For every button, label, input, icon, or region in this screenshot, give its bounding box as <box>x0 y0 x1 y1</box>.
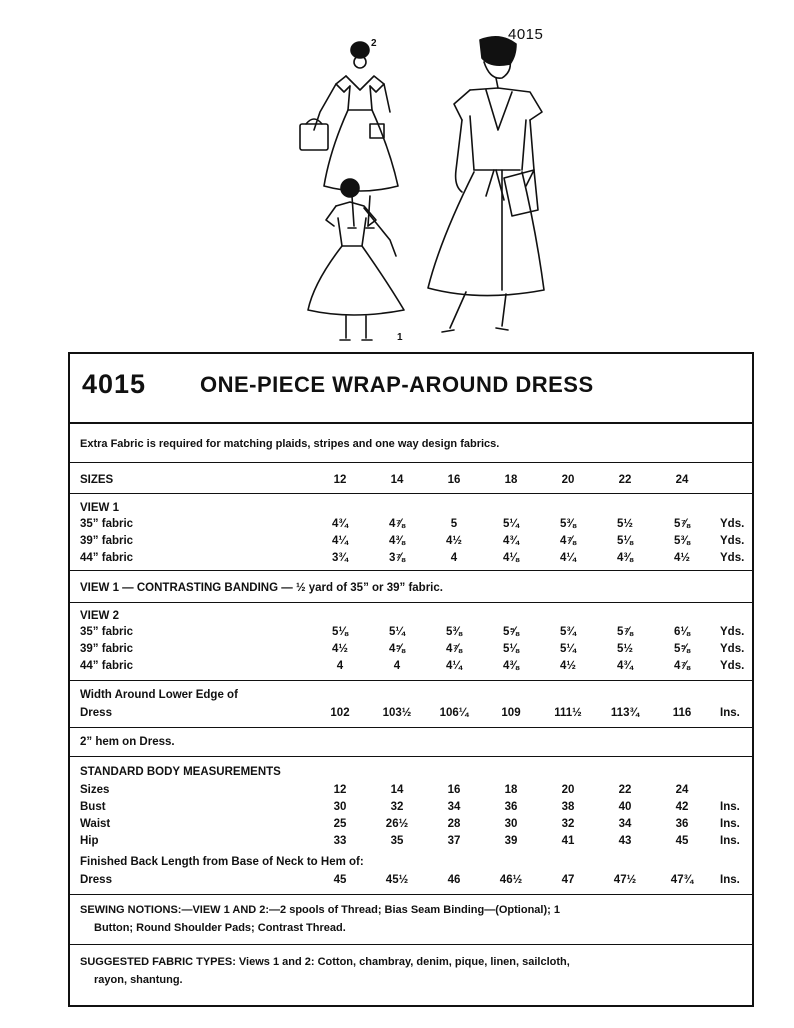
unit-label: Ins. <box>720 707 740 719</box>
table-cell: 37 <box>447 835 461 847</box>
table-cell: 4⅞ <box>674 660 690 672</box>
table-cell: 32 <box>390 801 404 813</box>
table-cell: 32 <box>561 818 575 830</box>
back-length-label: Finished Back Length from Base of Neck to Hem of: <box>80 856 364 868</box>
extra-fabric-note: Extra Fabric is required for matching plaids, stripes and one way design fabrics. <box>80 438 500 450</box>
width-around-label-line2: Dress <box>80 707 112 719</box>
table-cell: 3⅞ <box>389 552 405 564</box>
divider <box>70 602 752 603</box>
unit-label: Yds. <box>720 626 745 638</box>
table-cell: 24 <box>675 784 689 796</box>
unit-label: Ins. <box>720 835 740 847</box>
table-cell: 4¼ <box>446 660 462 672</box>
illustration-pattern-number: 4015 <box>508 26 544 43</box>
fabric-types-line2: rayon, shantung. <box>94 974 183 986</box>
table-cell: 22 <box>618 474 632 486</box>
dress-illustration <box>290 20 580 348</box>
table-cell: 5⅜ <box>674 535 690 547</box>
table-cell: 42 <box>675 801 689 813</box>
pattern-title: ONE-PIECE WRAP-AROUND DRESS <box>200 372 594 397</box>
sewing-notions-line1: SEWING NOTIONS:—VIEW 1 AND 2:—2 spools of Thread; Bias Seam Binding—(Optional); 1 <box>80 904 560 916</box>
table-cell: 109 <box>501 707 521 719</box>
row-label: 35” fabric <box>80 518 134 530</box>
table-cell: 113¾ <box>610 707 640 719</box>
table-cell: 36 <box>675 818 689 830</box>
figure-back-view-drawing <box>308 179 404 340</box>
table-cell: 12 <box>333 784 347 796</box>
fabric-types-line1: SUGGESTED FABRIC TYPES: Views 1 and 2: Cotton, chambray, denim, pique, linen, sailcloth, <box>80 956 570 968</box>
view2-heading: VIEW 2 <box>80 610 119 622</box>
table-cell: 5¾ <box>560 626 576 638</box>
table-cell: 5½ <box>617 518 633 530</box>
table-cell: 5½ <box>617 643 633 655</box>
table-cell: 18 <box>504 784 518 796</box>
table-cell: 4½ <box>332 643 348 655</box>
row-label: 44” fabric <box>80 552 134 564</box>
row-label: Waist <box>80 818 111 830</box>
table-cell: 14 <box>390 474 404 486</box>
table-cell: 5¼ <box>503 518 519 530</box>
table-cell: 5⅜ <box>446 626 462 638</box>
divider <box>70 493 752 494</box>
unit-label: Ins. <box>720 874 740 886</box>
pattern-number: 4015 <box>82 369 147 399</box>
table-cell: 4¼ <box>332 535 348 547</box>
hem-note: 2” hem on Dress. <box>80 736 175 748</box>
table-cell: 20 <box>561 474 575 486</box>
table-cell: 5⅞ <box>674 518 690 530</box>
divider <box>70 462 752 463</box>
row-label: Bust <box>80 801 106 813</box>
divider <box>70 680 752 681</box>
table-cell: 47¾ <box>670 874 694 886</box>
row-label: Hip <box>80 835 99 847</box>
table-cell: 5¼ <box>389 626 405 638</box>
table-cell: 34 <box>447 801 461 813</box>
chart-header <box>70 354 752 424</box>
unit-label: Yds. <box>720 552 745 564</box>
table-cell: 4½ <box>674 552 690 564</box>
table-cell: 4⅝ <box>389 643 405 655</box>
table-cell: 43 <box>618 835 632 847</box>
yardage-chart <box>68 352 754 1007</box>
table-cell: 45 <box>333 874 347 886</box>
table-cell: 5⅞ <box>617 626 633 638</box>
table-cell: 46½ <box>499 874 523 886</box>
table-cell: 111½ <box>554 707 582 719</box>
table-cell: 25 <box>333 818 347 830</box>
figure-2-label: 2 <box>371 38 377 49</box>
table-cell: 35 <box>390 835 404 847</box>
table-cell: 4½ <box>446 535 462 547</box>
table-cell: 38 <box>561 801 575 813</box>
table-cell: 4 <box>336 660 344 672</box>
table-cell: 36 <box>504 801 518 813</box>
table-cell: 30 <box>504 818 518 830</box>
table-cell: 4¼ <box>560 552 576 564</box>
table-cell: 5⅛ <box>503 643 519 655</box>
table-cell: 46 <box>447 874 461 886</box>
unit-label: Yds. <box>720 660 745 672</box>
table-cell: 4⅜ <box>503 660 519 672</box>
divider <box>70 894 752 895</box>
row-label: Dress <box>80 874 112 886</box>
table-cell: 39 <box>504 835 518 847</box>
row-label: 35” fabric <box>80 626 134 638</box>
table-cell: 4¾ <box>332 518 348 530</box>
table-cell: 5⅝ <box>674 643 690 655</box>
table-cell: 5 <box>450 518 458 530</box>
table-cell: 4⅜ <box>617 552 633 564</box>
table-cell: 34 <box>618 818 632 830</box>
table-cell: 14 <box>390 784 404 796</box>
table-cell: 4 <box>450 552 458 564</box>
table-cell: 30 <box>333 801 347 813</box>
table-cell: 6⅛ <box>674 626 690 638</box>
table-cell: 106¼ <box>439 707 469 719</box>
figure-2-drawing <box>300 42 398 228</box>
sizes-label: SIZES <box>80 474 114 486</box>
table-cell: 4⅛ <box>503 552 519 564</box>
table-cell: 5⅛ <box>332 626 348 638</box>
table-cell: 18 <box>504 474 518 486</box>
table-cell: 4½ <box>560 660 576 672</box>
table-cell: 16 <box>447 784 461 796</box>
table-cell: 24 <box>675 474 689 486</box>
table-cell: 16 <box>447 474 461 486</box>
row-label: Sizes <box>80 784 110 796</box>
table-cell: 22 <box>618 784 632 796</box>
table-cell: 12 <box>333 474 347 486</box>
unit-label: Yds. <box>720 535 745 547</box>
table-cell: 26½ <box>385 818 409 830</box>
table-cell: 4⅞ <box>560 535 576 547</box>
figure-1-label: 1 <box>397 332 403 343</box>
table-cell: 5¼ <box>560 643 576 655</box>
table-cell: 5⅛ <box>617 535 633 547</box>
unit-label: Ins. <box>720 801 740 813</box>
divider <box>70 570 752 571</box>
width-around-label-line1: Width Around Lower Edge of <box>80 689 238 701</box>
unit-label: Ins. <box>720 818 740 830</box>
table-cell: 5⅝ <box>503 626 519 638</box>
table-cell: 102 <box>330 707 350 719</box>
divider <box>70 756 752 757</box>
table-cell: 5⅜ <box>560 518 576 530</box>
sewing-notions-line2: Button; Round Shoulder Pads; Contrast Thread. <box>94 922 346 934</box>
table-cell: 4 <box>393 660 401 672</box>
row-label: 39” fabric <box>80 535 134 547</box>
table-cell: 103½ <box>382 707 412 719</box>
divider <box>70 944 752 945</box>
table-cell: 45½ <box>385 874 409 886</box>
table-cell: 40 <box>618 801 632 813</box>
table-cell: 4¾ <box>503 535 519 547</box>
body-measurements-heading: STANDARD BODY MEASUREMENTS <box>80 766 281 778</box>
unit-label: Yds. <box>720 643 745 655</box>
table-cell: 3¾ <box>332 552 348 564</box>
table-cell: 20 <box>561 784 575 796</box>
divider <box>70 727 752 728</box>
table-cell: 116 <box>672 707 692 719</box>
table-cell: 28 <box>447 818 461 830</box>
table-cell: 45 <box>675 835 689 847</box>
figure-1-drawing <box>428 37 544 332</box>
table-cell: 47½ <box>613 874 637 886</box>
view1-heading: VIEW 1 <box>80 502 119 514</box>
table-cell: 47 <box>561 874 575 886</box>
row-label: 44” fabric <box>80 660 134 672</box>
table-cell: 4⅞ <box>446 643 462 655</box>
table-cell: 4¾ <box>617 660 633 672</box>
table-cell: 41 <box>561 835 575 847</box>
table-cell: 4⅜ <box>389 535 405 547</box>
row-label: 39” fabric <box>80 643 134 655</box>
unit-label: Yds. <box>720 518 745 530</box>
table-cell: 33 <box>333 835 347 847</box>
banding-note: VIEW 1 — CONTRASTING BANDING — ½ yard of 35” or 39” fabric. <box>80 582 443 594</box>
table-cell: 4⅞ <box>389 518 405 530</box>
